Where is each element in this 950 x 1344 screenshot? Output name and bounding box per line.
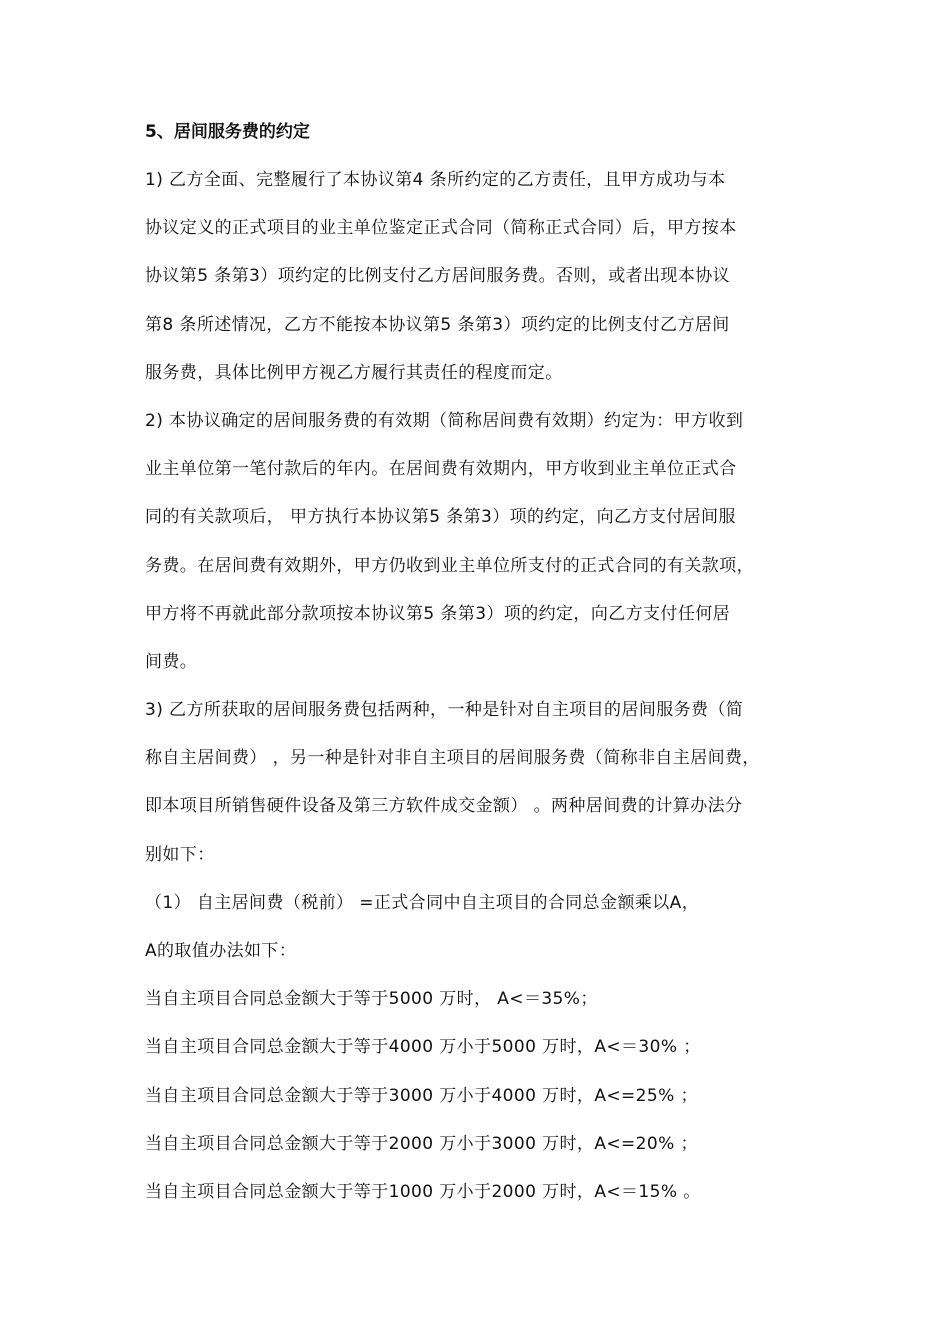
text-line: 业主单位第一笔付款后的年内。在居间费有效期内，甲方收到业主单位正式合 bbox=[145, 459, 737, 480]
text-line: 同的有关款项后， 甲方执行本协议第5 条第3）项的约定，向乙方支付居间服 bbox=[145, 507, 736, 528]
text-line: 即本项目所销售硬件设备及第三方软件成交金额） 。两种居间费的计算办法分 bbox=[145, 796, 743, 817]
text-line: 别如下： bbox=[145, 844, 215, 865]
document-body bbox=[145, 120, 825, 1228]
text-line: 当自主项目合同总金额大于等于4000 万小于5000 万时，A<＝30% ； bbox=[145, 1037, 701, 1058]
text-line: 甲方将不再就此部分款项按本协议第5 条第3）项的约定，向乙方支付任何居 bbox=[145, 603, 731, 624]
text-line: 服务费，具体比例甲方视乙方履行其责任的程度而定。 bbox=[145, 362, 563, 383]
text-line: 当自主项目合同总金额大于等于2000 万小于3000 万时，A<=20% ； bbox=[145, 1133, 698, 1154]
section-heading: 5、居间服务费的约定 bbox=[145, 122, 310, 142]
text-line: 协议定义的正式项目的业主单位鉴定正式合同（简称正式合同）后，甲方按本 bbox=[145, 218, 737, 239]
text-line: 3) 乙方所获取的居间服务费包括两种，一种是针对自主项目的居间服务费（简 bbox=[145, 700, 744, 721]
text-line: 称自主居间费） ，另一种是针对非自主项目的居间服务费（简称非自主居间费， bbox=[145, 748, 760, 769]
text-line: 1) 乙方全面、完整履行了本协议第4 条所约定的乙方责任，且甲方成功与本 bbox=[145, 170, 726, 190]
text-line: 当自主项目合同总金额大于等于3000 万小于4000 万时，A<=25% ； bbox=[145, 1085, 698, 1106]
text-line: A的取值办法如下： bbox=[145, 941, 297, 961]
text-line: 第8 条所述情况，乙方不能按本协议第5 条第3）项约定的比例支付乙方居间 bbox=[145, 314, 730, 335]
text-line: 2) 本协议确定的居间服务费的有效期（简称居间费有效期）约定为：甲方收到 bbox=[145, 410, 744, 431]
text-line: 间费。 bbox=[145, 651, 198, 672]
text-line: 当自主项目合同总金额大于等于5000 万时， A<＝35%； bbox=[145, 989, 598, 1010]
text-line: 当自主项目合同总金额大于等于1000 万小于2000 万时，A<＝15% 。 bbox=[145, 1181, 701, 1202]
text-line: （1） 自主居间费（税前） =正式合同中自主项目的合同总金额乘以A， bbox=[145, 892, 700, 913]
text-line: 协议第5 条第3）项约定的比例支付乙方居间服务费。否则，或者出现本协议 bbox=[145, 266, 731, 287]
text-line: 务费。在居间费有效期外，甲方仍收到业主单位所支付的正式合同的有关款项， bbox=[145, 555, 754, 576]
